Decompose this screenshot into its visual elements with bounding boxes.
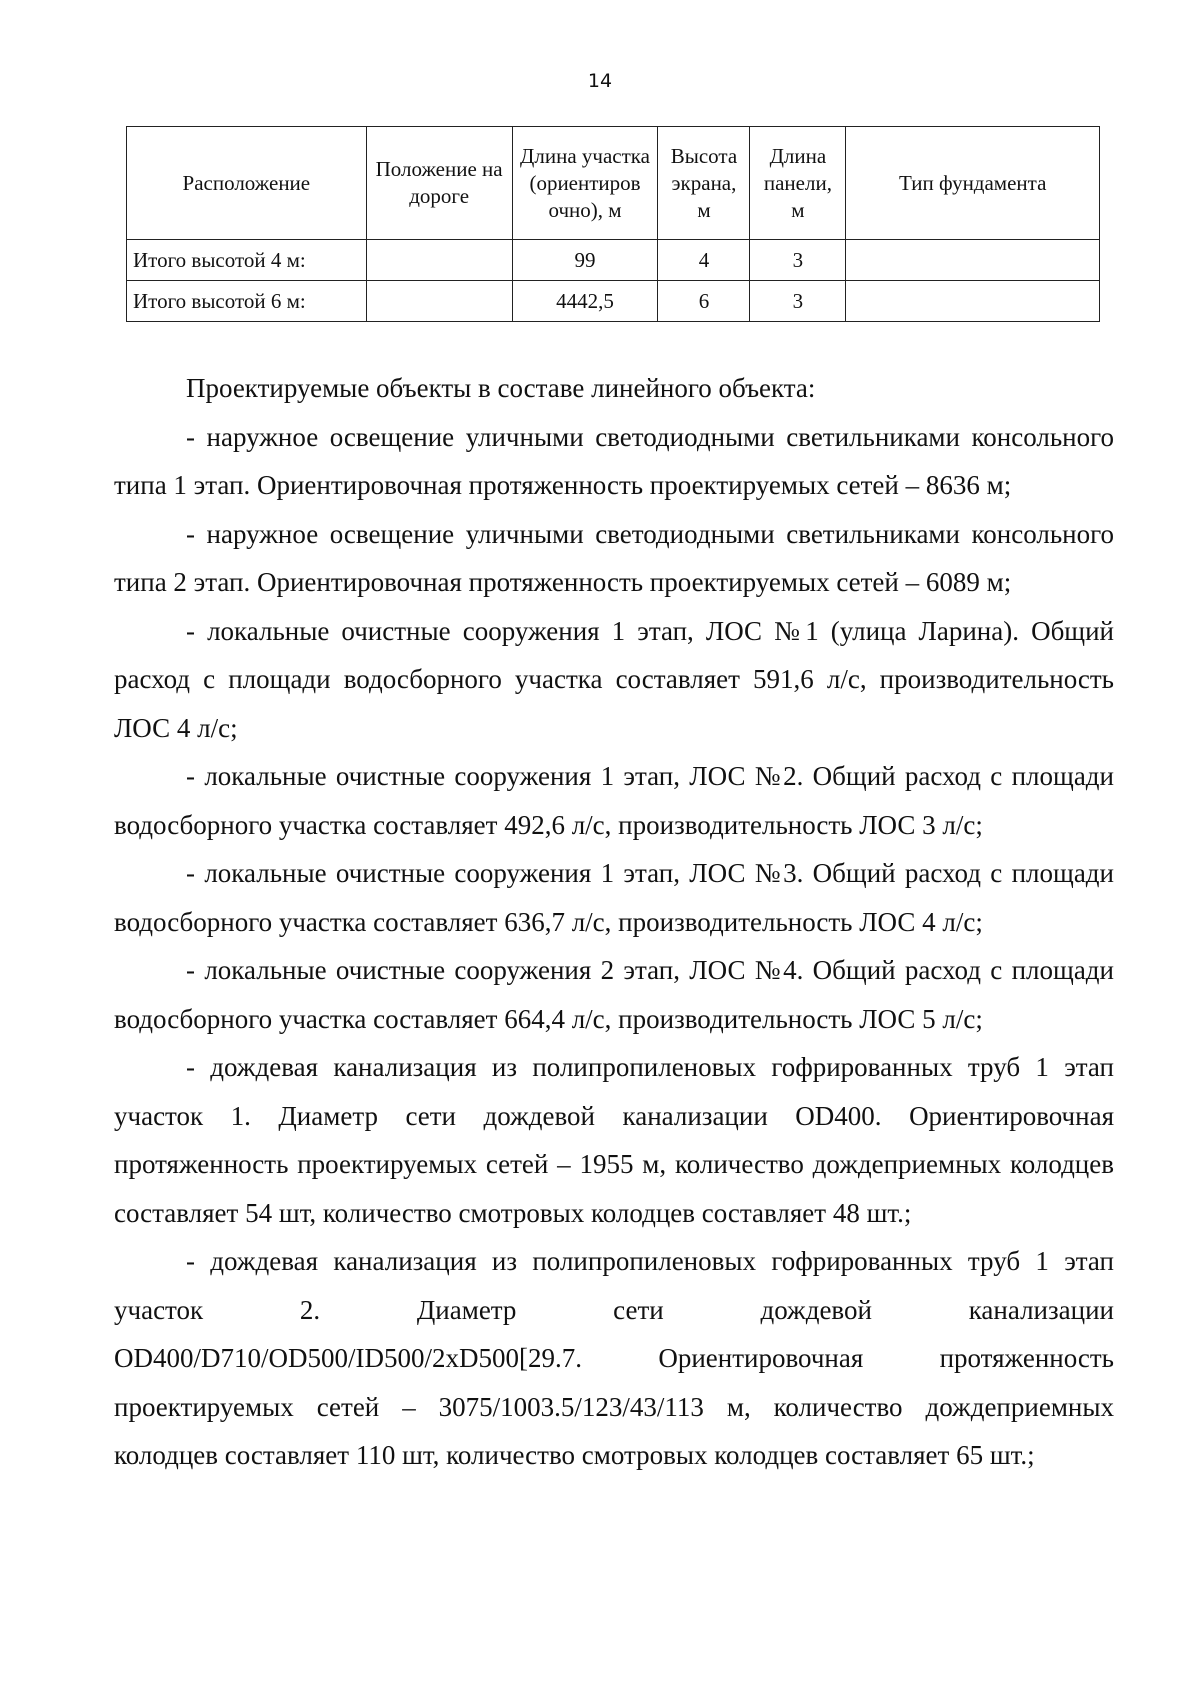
column-header-panel-length: Длина панели, м <box>750 127 846 240</box>
table-cell: Итого высотой 6 м: <box>127 281 367 322</box>
page-number: 14 <box>587 70 613 92</box>
table-cell <box>366 281 512 322</box>
table-cell: 99 <box>512 240 658 281</box>
column-header-location: Расположение <box>127 127 367 240</box>
section-intro-paragraph: Проектируемые объекты в составе линейного объекта: <box>186 373 816 403</box>
table-cell: 3 <box>750 240 846 281</box>
list-item: - локальные очистные сооружения 1 этап, ЛОС №1 (улица Ларина). Общий расход с площади водосборного участка составляет 591,6 л/с, производительность ЛОС 4 л/с; <box>114 615 1114 743</box>
document-body <box>114 364 1114 1480</box>
column-header-road-position: Положение на дороге <box>366 127 512 240</box>
table-cell <box>366 240 512 281</box>
table-row <box>127 281 1100 322</box>
table-row <box>127 240 1100 281</box>
table-header-row <box>127 127 1100 240</box>
table-cell <box>846 240 1100 281</box>
list-item: - дождевая канализация из полипропиленовых гофрированных труб 1 этап участок 1. Диаметр сети дождевой канализации OD400. Ориентировочная протяженность проектируемых сетей – 1955 м, количество дождеприемных колодцев составляет 54 шт, количество смотровых колодцев составляет 48 шт.; <box>114 1052 1114 1228</box>
table-cell: 4 <box>658 240 750 281</box>
table-cell: 3 <box>750 281 846 322</box>
list-item: - наружное освещение уличными светодиодными светильниками консольного типа 1 этап. Ориентировочная протяженность проектируемых сетей – 8636 м; <box>114 421 1114 500</box>
column-header-screen-height: Высота экрана, м <box>658 127 750 240</box>
table-cell: 6 <box>658 281 750 322</box>
column-header-section-length: Длина участка (ориентиров очно), м <box>512 127 658 240</box>
list-item: - локальные очистные сооружения 1 этап, ЛОС №3. Общий расход с площади водосборного участка составляет 636,7 л/с, производительность ЛОС 4 л/с; <box>114 858 1114 937</box>
list-item: - локальные очистные сооружения 1 этап, ЛОС №2. Общий расход с площади водосборного участка составляет 492,6 л/с, производительность ЛОС 3 л/с; <box>114 761 1114 840</box>
list-item: - локальные очистные сооружения 2 этап, ЛОС №4. Общий расход с площади водосборного участка составляет 664,4 л/с, производительность ЛОС 5 л/с; <box>114 955 1114 1034</box>
table-cell <box>846 281 1100 322</box>
list-item: - дождевая канализация из полипропиленовых гофрированных труб 1 этап участок 2. Диаметр сети дождевой канализации OD400/D710/OD500/ID500/2xD500[29.7. Ориентировочная протяженность проектируемых сетей – 3075/1003.5/123/43/113 м, количество дождеприемных колодцев составляет 110 шт, количество смотровых колодцев составляет 65 шт.; <box>114 1246 1114 1470</box>
column-header-foundation-type: Тип фундамента <box>846 127 1100 240</box>
table-cell: 4442,5 <box>512 281 658 322</box>
table-cell: Итого высотой 4 м: <box>127 240 367 281</box>
noise-screen-table <box>126 126 1100 322</box>
list-item: - наружное освещение уличными светодиодными светильниками консольного типа 2 этап. Ориентировочная протяженность проектируемых сетей – 6089 м; <box>114 518 1114 597</box>
